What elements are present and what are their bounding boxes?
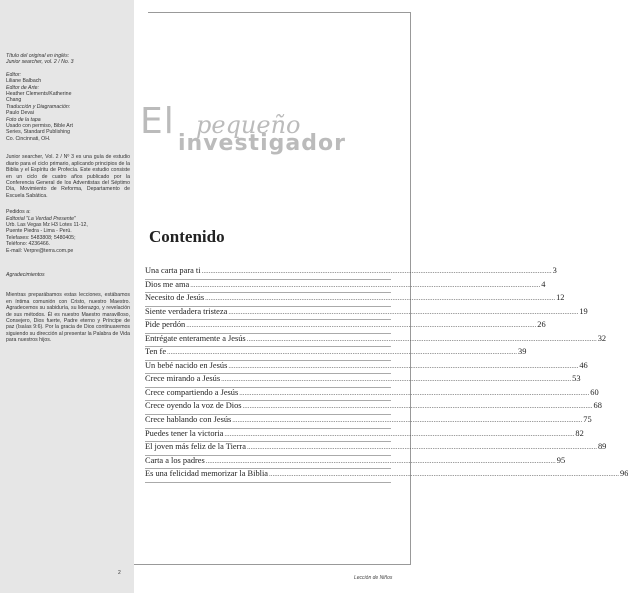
toc-title: Siente verdadera tristeza: [145, 306, 228, 316]
toc-page-number: 3: [552, 266, 557, 275]
toc-page-number: 32: [597, 333, 607, 343]
toc-page-number: 75: [583, 415, 592, 425]
credits-line: Traducción y Diagramación:: [6, 103, 71, 110]
toc-title: Necesito de Jesús: [145, 293, 205, 303]
toc-leader: ........................................................................................................................................................................................................: [232, 416, 583, 425]
credits-line: Chang: [6, 97, 22, 104]
toc-leader: ........................................................................................................................................................................................................: [190, 280, 541, 289]
toc-row: [145, 347, 527, 361]
toc-leader: ........................................................................................................................................................................................................: [186, 321, 537, 330]
title-el: El: [140, 101, 175, 142]
top-rule: [148, 12, 410, 13]
orders-line: Pedidos a:: [6, 209, 31, 216]
toc-leader: ........................................................................................................................................................................................................: [224, 429, 575, 438]
toc-row: [145, 279, 546, 294]
left-sidebar: [0, 0, 134, 593]
left-page-number: 2: [118, 570, 121, 576]
bottom-rule: [134, 564, 411, 565]
toc-leader: ........................................................................................................................................................................................................: [269, 470, 620, 479]
toc-title: Crece mirando a Jesús: [145, 374, 221, 384]
orders-line: Puente Piedra - Lima - Perú.: [6, 228, 72, 235]
toc-title: Crece oyendo la voz de Dios: [145, 401, 242, 411]
toc-page-number: 12: [556, 293, 565, 303]
toc-row: [145, 266, 557, 280]
toc-page-number: 19: [579, 306, 588, 316]
toc-title: Pide perdón: [145, 320, 186, 330]
orders-line: Teléfono: 4236466.: [6, 241, 51, 248]
credits-block: [6, 53, 130, 142]
toc-leader: ........................................................................................................................................................................................................: [221, 375, 572, 384]
toc-page-number: 95: [556, 455, 566, 465]
toc-row: [145, 360, 588, 375]
credits-line: Editor:: [6, 71, 21, 78]
orders-line: E-mail: Verpre@terra.com.pe: [6, 247, 74, 254]
table-of-contents: [145, 266, 628, 483]
toc-title: Es una felicidad memorizar la Biblia: [145, 469, 269, 479]
credits-line: Usado con permiso, Bible Art: [6, 123, 73, 130]
toc-title: Crece hablando con Jesús: [145, 415, 232, 425]
toc-leader: ........................................................................................................................................................................................................: [242, 402, 593, 411]
orders-line: Editorial "La Verdad Presente": [6, 215, 76, 222]
toc-row: [145, 401, 602, 415]
toc-row: [145, 442, 607, 456]
credits-line: Paulo Devai: [6, 110, 34, 117]
toc-leader: ........................................................................................................................................................................................................: [246, 443, 597, 452]
toc-title: Puedes tener la victoria: [145, 428, 224, 438]
toc-page-number: 46: [579, 360, 588, 370]
toc-title: Dios me ama: [145, 279, 190, 289]
credits-line: Junior searcher, vol. 2 / No. 3: [6, 59, 74, 66]
toc-page-number: 4: [541, 279, 546, 289]
toc-title: Ten fe: [145, 347, 167, 357]
toc-page-number: 53: [572, 374, 581, 384]
contents-heading: Contenido: [149, 227, 225, 246]
credits-line: Foto de la tapa: [6, 116, 41, 123]
credits-line: Título del original en inglés:: [6, 53, 70, 59]
toc-title: Un bebé nacido en Jesús: [145, 360, 228, 370]
toc-title: Una carta para ti: [145, 266, 201, 275]
orders-line: Telefaxes: 5483808; 5480405;: [6, 234, 76, 241]
acknowledgements-paragraph: Mientras preparábamos estas lecciones, estábamos en íntima comunión con Cristo, nuestro Maestro. Agradecemos su sabiduría, su liderazgo, y revelación de sus métodos. Él es nuestro Maestro maravilloso, Consejero, Dios fuerte, Padre eterno y Príncipe de paz (Isaías 9:6). Por la gracia de Dios continuaremos siguiendo su dirección al presentar la Palabra de Vida para nuestros hijos.: [6, 292, 130, 344]
toc-row: [145, 387, 599, 402]
toc-title: Carta a los padres: [145, 455, 205, 465]
toc-title: El joven más feliz de la Tierra: [145, 442, 246, 452]
title-pequeno: pequeño: [196, 111, 301, 139]
toc-row: [145, 455, 566, 470]
toc-page-number: 96: [620, 469, 628, 479]
toc-row: [145, 320, 546, 334]
toc-leader: ........................................................................................................................................................................................................: [205, 456, 556, 465]
credits-line: Liliane Balbach: [6, 78, 42, 85]
toc-page-number: 26: [537, 320, 546, 330]
toc-row: [145, 469, 628, 483]
orders-line: Urb. Las Vegas Mz H3 Lotes 11-12,: [6, 221, 88, 228]
toc-row: [145, 428, 584, 443]
toc-page-number: 68: [593, 401, 602, 411]
left-sidebar-content: [6, 53, 130, 344]
credits-line: Co. Cincinnati, OH.: [6, 135, 51, 142]
toc-row: [145, 374, 581, 388]
toc-leader: ........................................................................................................................................................................................................: [201, 267, 552, 275]
toc-row: [145, 333, 607, 348]
toc-leader: ........................................................................................................................................................................................................: [246, 334, 597, 343]
footer-label: Lección de Niños: [354, 575, 393, 581]
toc-page-number: 60: [590, 387, 599, 397]
credits-line: Editor de Arte:: [6, 84, 39, 91]
toc-page-number: 82: [575, 428, 584, 438]
orders-block: [6, 209, 130, 254]
toc-title: Entrégate enteramente a Jesús: [145, 333, 246, 343]
toc-leader: ........................................................................................................................................................................................................: [239, 388, 590, 397]
toc-row: [145, 293, 565, 307]
toc-leader: ........................................................................................................................................................................................................: [205, 294, 556, 303]
credits-line: Series, Standard Publishing: [6, 129, 71, 136]
toc-leader: ........................................................................................................................................................................................................: [228, 307, 579, 316]
toc-page-number: 39: [518, 347, 527, 357]
title-investigador: investigador: [178, 131, 346, 156]
credits-line: Heather Clements/Katherine: [6, 91, 72, 98]
toc-page-number: 89: [597, 442, 607, 452]
acknowledgements-title: Agradecimientos: [6, 271, 45, 278]
toc-row: [145, 306, 588, 321]
toc-leader: ........................................................................................................................................................................................................: [228, 361, 579, 370]
description-paragraph: Junior searcher, Vol. 2 / Nº 3 es una guía de estudio diario para el ciclo primario, aplicando principios de la Biblia y el Espíritu de Profecía. Este estudio consiste en un ciclo de cuatro años publicado por la Conferencia General de los Adventistas del Séptimo Día, Movimiento de Reforma, Departamento de Escuela Sabática.: [6, 154, 130, 199]
toc-title: Crece compartiendo a Jesús: [145, 387, 239, 397]
toc-row: [145, 415, 592, 429]
toc-leader: ........................................................................................................................................................................................................: [167, 348, 518, 357]
